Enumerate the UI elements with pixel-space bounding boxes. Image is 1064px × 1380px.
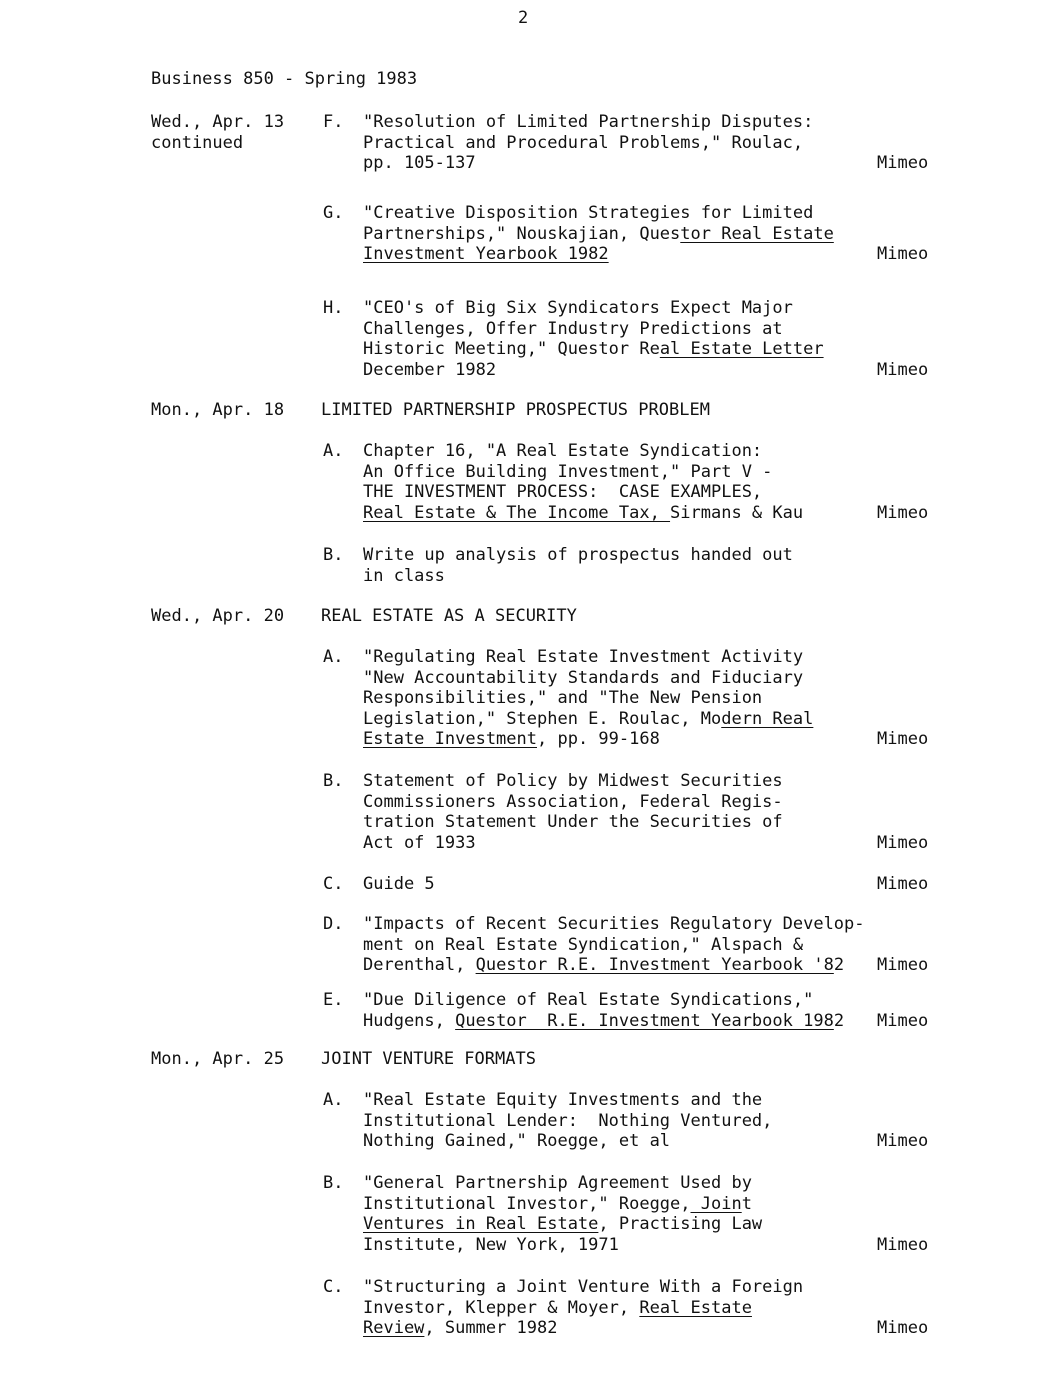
item-letter: B.	[323, 545, 344, 565]
item-line: Guide 5	[363, 874, 435, 894]
title-underline: dern Real	[721, 708, 814, 729]
item-line: ment on Real Estate Syndication," Alspach &	[363, 934, 804, 955]
title-underline: al Estate Letter	[659, 339, 824, 360]
title-underline: tor Real Estate	[680, 223, 834, 244]
item-line: "Structuring a Joint Venture With a Foreign	[363, 1277, 804, 1297]
item-line: Challenges, Offer Industry Predictions at	[363, 318, 783, 339]
item-line: An Office Building Investment," Part V -	[363, 461, 773, 482]
item-line: "Due Diligence of Real Estate Syndications,"	[363, 990, 814, 1010]
source-mimeo: Mimeo	[877, 1234, 929, 1255]
item-line: Partnerships," Nouskajian, Questor Real Estate	[363, 223, 834, 244]
title-underline: Ventures in Real Estate	[363, 1214, 599, 1235]
session-date: Mon., Apr. 25	[151, 1049, 285, 1069]
item-line: Commissioners Association, Federal Regis-	[363, 791, 783, 812]
title-underline: Questor R.E. Investment Yearbook 198	[455, 1010, 834, 1031]
item-letter: A.	[323, 647, 344, 667]
item-line: Institutional Lender: Nothing Ventured,	[363, 1110, 773, 1131]
item-line: tration Statement Under the Securities of	[363, 812, 783, 833]
item-line: "Impacts of Recent Securities Regulatory Develop-	[363, 914, 865, 934]
source-mimeo: Mimeo	[877, 832, 929, 853]
title-underline: Review	[363, 1318, 425, 1339]
session-topic: JOINT VENTURE FORMATS	[321, 1049, 536, 1069]
title-underline: Real Estate	[639, 1297, 752, 1318]
item-line: December 1982	[363, 359, 497, 380]
item-line: Real Estate & The Income Tax, Sirmans & Kau	[363, 502, 804, 523]
item-line: Practical and Procedural Problems," Roulac,	[363, 132, 804, 153]
title-underline: Estate Investment	[363, 729, 537, 750]
title-underline: Questor R.E. Investment Yearbook '8	[475, 955, 834, 976]
title-underline: Real Estate & The Income Tax,	[363, 502, 671, 523]
item-line: "General Partnership Agreement Used by	[363, 1173, 752, 1193]
item-letter: C.	[323, 1277, 344, 1297]
session-date: Wed., Apr. 20	[151, 606, 285, 626]
item-letter: F.	[323, 112, 344, 132]
source-mimeo: Mimeo	[877, 502, 929, 523]
title-underline: Join	[690, 1193, 742, 1214]
item-line: Hudgens, Questor R.E. Investment Yearbook 1982	[363, 1010, 845, 1031]
item-letter: E.	[323, 990, 344, 1010]
title-underline: Investment Yearbook 1982	[363, 244, 609, 265]
item-letter: C.	[323, 874, 344, 894]
source-mimeo: Mimeo	[877, 955, 929, 976]
item-line: "Creative Disposition Strategies for Limited	[363, 203, 814, 223]
item-line: "CEO's of Big Six Syndicators Expect Major	[363, 298, 793, 318]
item-line: Nothing Gained," Roegge, et al	[363, 1131, 671, 1152]
item-letter: B.	[323, 771, 344, 791]
item-line: Institutional Investor," Roegge, Joint	[363, 1193, 752, 1214]
source-mimeo: Mimeo	[877, 153, 929, 174]
item-letter: B.	[323, 1173, 344, 1193]
item-letter: G.	[323, 203, 344, 223]
item-line: Write up analysis of prospectus handed out	[363, 545, 793, 565]
item-line: in class	[363, 565, 445, 586]
source-mimeo: Mimeo	[877, 729, 929, 750]
item-line: Legislation," Stephen E. Roulac, Modern Real	[363, 708, 814, 729]
item-line: Chapter 16, "A Real Estate Syndication:	[363, 441, 763, 461]
item-letter: A.	[323, 441, 344, 461]
source-mimeo: Mimeo	[877, 1131, 929, 1152]
item-line	[363, 244, 609, 265]
item-line: Historic Meeting," Questor Real Estate Letter	[363, 339, 824, 360]
session-topic: LIMITED PARTNERSHIP PROSPECTUS PROBLEM	[321, 400, 710, 420]
page-number: 2	[518, 8, 529, 28]
item-line: "Resolution of Limited Partnership Disputes:	[363, 112, 814, 132]
source-mimeo: Mimeo	[877, 874, 929, 894]
session-topic: REAL ESTATE AS A SECURITY	[321, 606, 577, 626]
item-line: Ventures in Real Estate, Practising Law	[363, 1214, 763, 1235]
item-line: "New Accountability Standards and Fiduciary	[363, 667, 804, 688]
session-date-note: continued	[151, 132, 244, 153]
item-line: pp. 105-137	[363, 153, 476, 174]
item-line: Investor, Klepper & Moyer, Real Estate	[363, 1297, 752, 1318]
item-line: Institute, New York, 1971	[363, 1234, 619, 1255]
source-mimeo: Mimeo	[877, 1318, 929, 1339]
session-date: Mon., Apr. 18	[151, 400, 285, 420]
session-date: Wed., Apr. 13	[151, 112, 285, 132]
source-mimeo: Mimeo	[877, 1010, 929, 1031]
item-letter: A.	[323, 1090, 344, 1110]
item-line: Review, Summer 1982	[363, 1318, 558, 1339]
item-letter: H.	[323, 298, 344, 318]
item-line: Statement of Policy by Midwest Securities	[363, 771, 783, 791]
item-line: Estate Investment, pp. 99-168	[363, 729, 660, 750]
item-letter: D.	[323, 914, 344, 934]
item-line: THE INVESTMENT PROCESS: CASE EXAMPLES,	[363, 482, 763, 503]
source-mimeo: Mimeo	[877, 359, 929, 380]
item-line: Act of 1933	[363, 832, 476, 853]
item-line: "Regulating Real Estate Investment Activity	[363, 647, 804, 667]
item-line: Responsibilities," and "The New Pension	[363, 688, 763, 709]
item-line: Derenthal, Questor R.E. Investment Yearbook '82	[363, 955, 845, 976]
source-mimeo: Mimeo	[877, 244, 929, 265]
course-title: Business 850 - Spring 1983	[151, 69, 418, 89]
item-line: "Real Estate Equity Investments and the	[363, 1090, 763, 1110]
